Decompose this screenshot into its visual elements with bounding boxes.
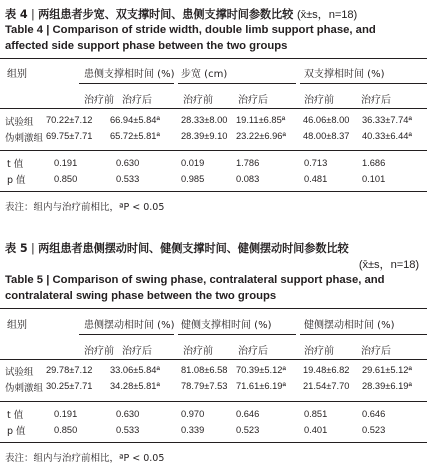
table4-cell: 0.533 <box>116 174 140 184</box>
table4-stat-label: t 值 <box>7 159 24 170</box>
table5-cell: 0.523 <box>236 425 260 435</box>
table4-caption-zh: 表 4 | 两组患者步宽、双支撑时间、患侧支撑时间参数比较 (x̄±s，n=18) <box>5 8 358 21</box>
table5-header-rule <box>0 359 427 360</box>
table4-caption-en-line2: affected side support phase between the two groups <box>5 40 288 52</box>
table5-cell: 0.191 <box>54 409 78 419</box>
table4-cell: 46.06±8.00 <box>303 115 350 125</box>
table4-cell: 19.11±6.85ª <box>236 115 286 125</box>
table5-cell: 19.48±6.82 <box>303 365 350 375</box>
table4-row-label: 试验组 <box>5 117 34 128</box>
table5-sub-after-2: 治疗后 <box>238 346 268 357</box>
table5-row-label: 试验组 <box>5 367 34 378</box>
table5-cell: 81.08±6.58 <box>181 365 228 375</box>
table5-cell: 30.25±7.71 <box>46 381 93 391</box>
table4-cell: 0.713 <box>304 158 328 168</box>
table5-caption-zh-stat: (x̄±s，n=18) <box>358 259 419 271</box>
table4-colgroup-2-rule <box>178 83 296 84</box>
table4-sub-after-3: 治疗后 <box>361 95 391 106</box>
table4-sub-before-1: 治疗前 <box>84 95 114 106</box>
table5-caption-en-line1: Table 5 | Comparison of swing phase, contralateral support phase, and <box>5 274 385 286</box>
table4-top-rule <box>0 58 427 59</box>
table5-stat-label: p 值 <box>7 426 26 437</box>
table4-sub-before-2: 治疗前 <box>183 95 213 106</box>
table5-cell: 0.401 <box>304 425 328 435</box>
table4-cell: 0.083 <box>236 174 260 184</box>
table4-colgroup-1: 患侧支撑相时间 (%) <box>84 69 175 80</box>
table5-cell: 0.646 <box>362 409 386 419</box>
table5-cell: 78.79±7.53 <box>181 381 228 391</box>
table5-colgroup-1: 患侧摆动相时间 (%) <box>84 320 175 331</box>
table5-cell: 29.78±7.12 <box>46 365 93 375</box>
table5-caption-zh: 表 5 | 两组患者患侧摆动时间、健侧支撑时间、健侧摆动时间参数比较 <box>5 242 349 255</box>
table4-cell: 0.101 <box>362 174 386 184</box>
table5-caption-en-line2: contralateral swing phase between the two groups <box>5 290 277 302</box>
table5-colgroup-1-rule <box>79 334 174 335</box>
table4-cell: 36.33±7.74ª <box>362 115 412 125</box>
table4-cell: 0.850 <box>54 174 78 184</box>
table5-cell: 0.850 <box>54 425 78 435</box>
table4-header-rule <box>0 108 427 109</box>
table4-cell: 0.191 <box>54 158 78 168</box>
table5-cell: 28.39±6.19ª <box>362 381 412 391</box>
table5-colgroup-3: 健侧摆动相时间 (%) <box>304 320 395 331</box>
table4-cell: 0.985 <box>181 174 205 184</box>
table5-cell: 0.646 <box>236 409 260 419</box>
table4-colgroup-1-rule <box>79 83 174 84</box>
table4-cell: 70.22±7.12 <box>46 115 93 125</box>
table5-cell: 0.523 <box>362 425 386 435</box>
table5-cell: 29.61±5.12ª <box>362 365 412 375</box>
table4-cell: 69.75±7.71 <box>46 131 93 141</box>
table4-caption-zh-label: 表 4 <box>5 8 28 21</box>
table4-bottom-rule <box>0 191 427 192</box>
table5-stats-rule <box>0 401 427 402</box>
table4-cell: 1.686 <box>362 158 386 168</box>
table5-cell: 0.851 <box>304 409 328 419</box>
table5-sub-before-2: 治疗前 <box>183 346 213 357</box>
table5-sub-after-3: 治疗后 <box>361 346 391 357</box>
table5-colgroup-3-rule <box>300 334 427 335</box>
table5-colgroup-2: 健侧支撑相时间 (%) <box>181 320 272 331</box>
table5-cell: 33.06±5.84ª <box>110 365 160 375</box>
table4-sub-after-1: 治疗后 <box>122 95 152 106</box>
table4-colgroup-3: 双支撑相时间 (%) <box>304 69 385 80</box>
table4-cell: 0.630 <box>116 158 140 168</box>
table4-sub-after-2: 治疗后 <box>238 95 268 106</box>
table5-bottom-rule <box>0 442 427 443</box>
table5-cell: 71.61±6.19ª <box>236 381 286 391</box>
table5-cell: 0.970 <box>181 409 205 419</box>
table4-cell: 28.33±8.00 <box>181 115 228 125</box>
table5-row-label: 伪刺激组 <box>5 383 44 394</box>
table5-caption-zh-label: 表 5 <box>5 242 28 255</box>
table5-cell: 70.39±5.12ª <box>236 365 286 375</box>
table4-stat-label: p 值 <box>7 175 26 186</box>
table4-cell: 23.22±6.96ª <box>236 131 286 141</box>
table4-cell: 1.786 <box>236 158 260 168</box>
table4-cell: 0.019 <box>181 158 205 168</box>
table5-colgroup-2-rule <box>178 334 296 335</box>
table5-sub-before-1: 治疗前 <box>84 346 114 357</box>
table4-cell: 0.481 <box>304 174 328 184</box>
table4-cell: 65.72±5.81ª <box>110 131 160 141</box>
table4-colgroup-2: 步宽 (cm) <box>181 69 228 80</box>
table4-note: 表注：组内与治疗前相比，ªP < 0.05 <box>5 202 165 213</box>
table4-cell: 40.33±6.44ª <box>362 131 412 141</box>
table5-cell: 0.533 <box>116 425 140 435</box>
table4-cell: 28.39±9.10 <box>181 131 228 141</box>
table5-sub-before-3: 治疗前 <box>304 346 334 357</box>
table5-note: 表注：组内与治疗前相比，ªP < 0.05 <box>5 453 165 464</box>
table4-cell: 48.00±8.37 <box>303 131 350 141</box>
table5-top-rule <box>0 308 427 309</box>
table4-row-label: 伪刺激组 <box>5 133 44 144</box>
table5-stat-label: t 值 <box>7 410 24 421</box>
table4-sub-before-3: 治疗前 <box>304 95 334 106</box>
table5-cell: 0.339 <box>181 425 205 435</box>
table5-sub-after-1: 治疗后 <box>122 346 152 357</box>
table5-caption-zh-stat-wrap <box>359 256 419 272</box>
table4-caption-zh-stat: (x̄±s，n=18) <box>296 9 358 21</box>
table4-stats-rule <box>0 150 427 151</box>
table4-caption-zh-text: 两组患者步宽、双支撑时间、患侧支撑时间参数比较 <box>38 8 294 21</box>
table5-caption-zh-text: 两组患者患侧摆动时间、健侧支撑时间、健侧摆动时间参数比较 <box>38 242 349 255</box>
table4-cell: 66.94±5.84ª <box>110 115 160 125</box>
table4-colgroup-3-rule <box>300 83 427 84</box>
table4-caption-en-line1: Table 4 | Comparison of stride width, double limb support phase, and <box>5 24 376 36</box>
table4-group-header: 组别 <box>7 69 27 80</box>
table5-group-header: 组别 <box>7 320 27 331</box>
table5-cell: 34.28±5.81ª <box>110 381 160 391</box>
table5-cell: 21.54±7.70 <box>303 381 350 391</box>
table5-cell: 0.630 <box>116 409 140 419</box>
